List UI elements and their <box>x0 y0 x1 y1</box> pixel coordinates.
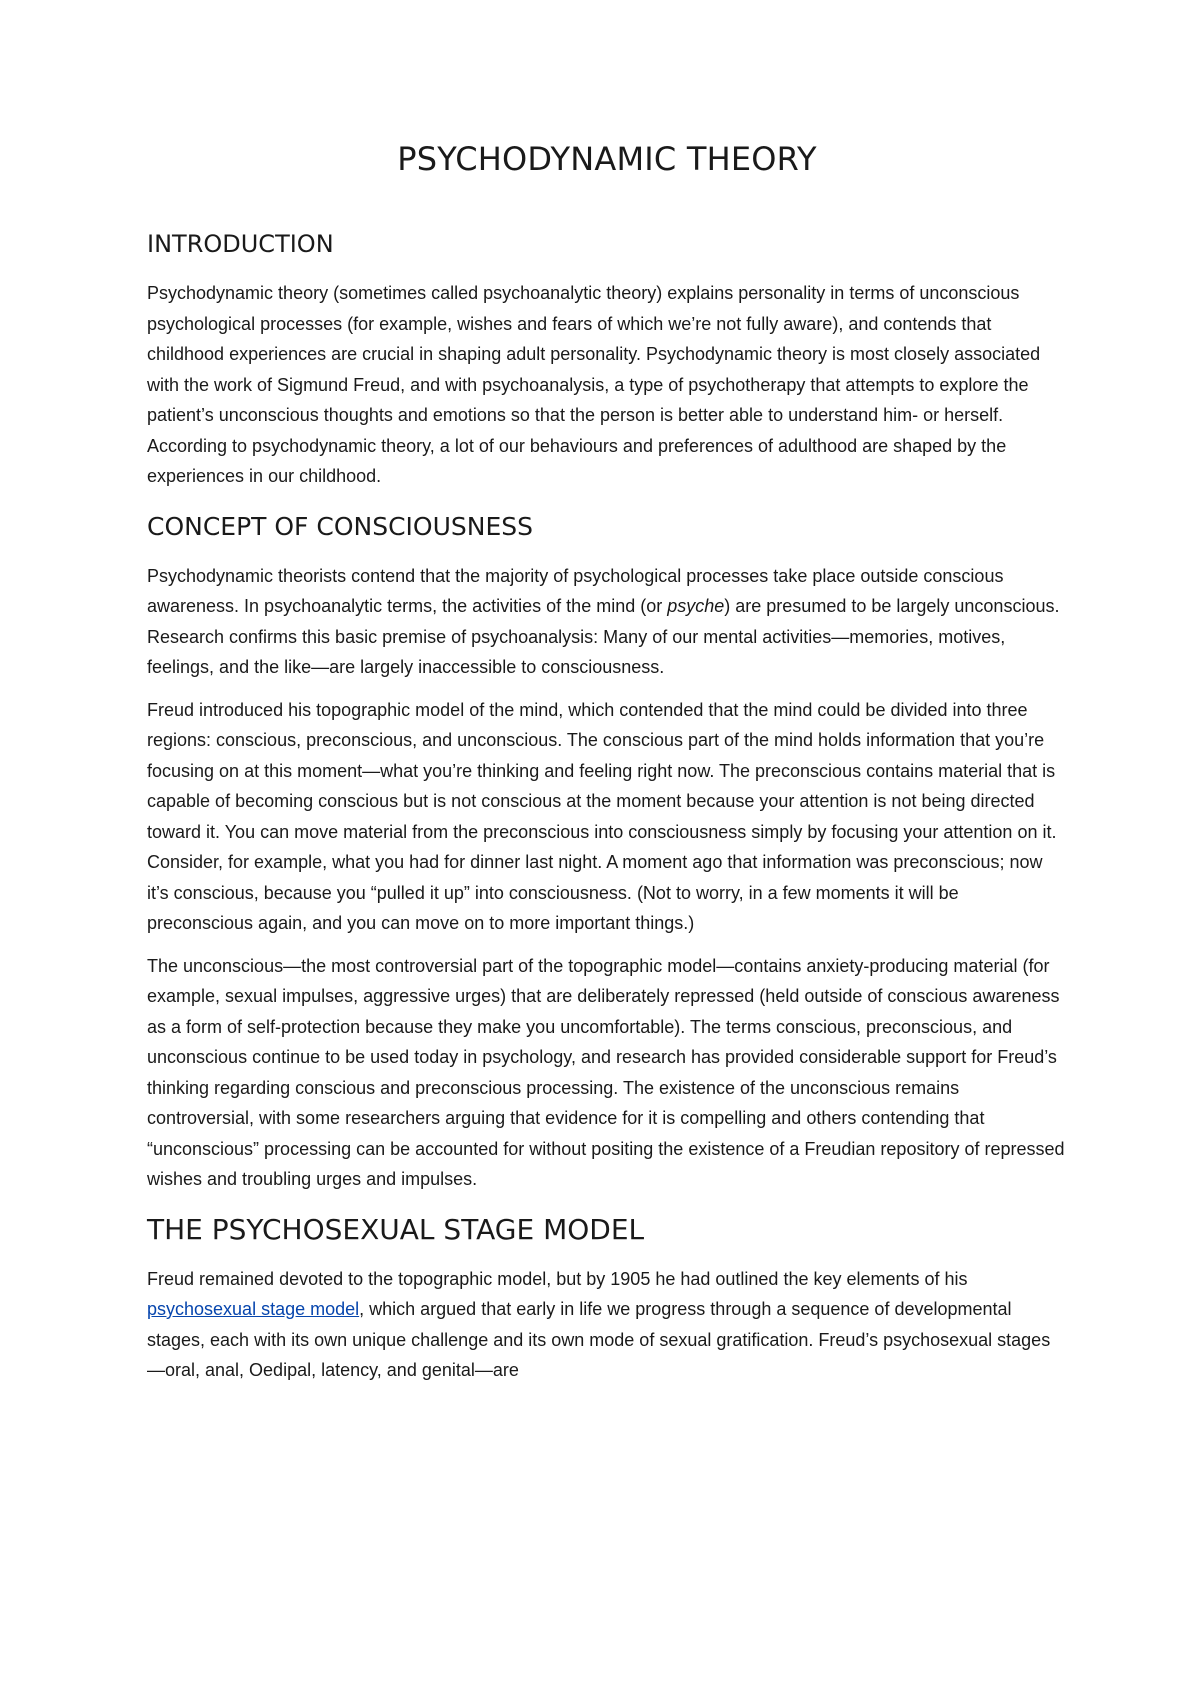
paragraph-introduction: Psychodynamic theory (sometimes called psychoanalytic theory) explains personality in terms of unconscious psychological processes (for example, wishes and fears of which we’re not fully aware), and contends that childhood experiences are crucial in shaping adult personality. Psychodynamic theory is most closely associated with the work of Sigmund Freud, and with psychoanalysis, a type of psychotherapy that attempts to explore the patient’s unconscious thoughts and emotions so that the person is better able to understand him- or herself. According to psychodynamic theory, a lot of our behaviours and preferences of adulthood are shaped by the experiences in our childhood. <box>147 283 1041 486</box>
heading-psychosexual-stage-model: THE PSYCHOSEXUAL STAGE MODEL <box>147 1212 645 1246</box>
paragraph-text: Psychodynamic theorists contend that the majority of psychological processes take place outside conscious awareness. In psychoanalytic terms, the activities of the mind (or <box>147 565 1004 616</box>
paragraph-consciousness-2: Freud introduced his topographic model of the mind, which contended that the mind could be divided into three regions: conscious, preconscious, and unconscious. The conscious part of the mind holds information that you’re focusing on at this moment—what you’re thinking and feeling right now. The preconscious contains material that is capable of becoming conscious but is not conscious at the moment because your attention is not being directed toward it. You can move material from the preconscious into consciousness simply by focusing your attention on it. Consider, for example, what you had for dinner last night. A moment ago that information was preconscious; now it’s conscious, because you “pulled it up” into consciousness. (Not to worry, in a few moments it will be preconscious again, and you can move on to more important things.) <box>147 699 1057 933</box>
document-title: PSYCHODYNAMIC THEORY <box>397 140 817 178</box>
heading-introduction: INTRODUCTION <box>147 230 334 258</box>
paragraph-psychosexual-1 <box>147 1264 1067 1386</box>
paragraph-text: ) are presumed to be largely unconscious. Research confirms this basic premise of psychoanalysis: Many of our mental activities—memories, motives, feelings, and the like—are largely inaccessible to consciousness. <box>147 596 1060 677</box>
paragraph-text: , which argued that early in life we progress through a sequence of developmental stages, each with its own unique challenge and its own mode of sexual gratification. Freud’s psychosexual stages—oral, anal, Oedipal, latency, and genital—are <box>147 1299 1051 1380</box>
document-body <box>147 140 1067 1398</box>
psychosexual-stage-model-link[interactable]: psychosexual stage model <box>147 1299 360 1319</box>
paragraph-text: Freud remained devoted to the topographic model, but by 1905 he had outlined the key elements of his <box>147 1268 968 1289</box>
paragraph-consciousness-1 <box>147 561 1067 683</box>
paragraph-consciousness-3: The unconscious—the most controversial part of the topographic model—contains anxiety-producing material (for example, sexual impulses, aggressive urges) that are deliberately repressed (held outside of conscious awareness as a form of self-protection because they make you uncomfortable). The terms conscious, preconscious, and unconscious continue to be used today in psychology, and research has provided considerable support for Freud’s thinking regarding conscious and preconscious processing. The existence of the unconscious remains controversial, with some researchers arguing that evidence for it is compelling and others contending that “unconscious” processing can be accounted for without positing the existence of a Freudian repository of repressed wishes and troubling urges and impulses. <box>147 955 1065 1189</box>
heading-concept-of-consciousness: CONCEPT OF CONSCIOUSNESS <box>147 511 533 541</box>
psyche-term: psyche <box>667 596 725 616</box>
